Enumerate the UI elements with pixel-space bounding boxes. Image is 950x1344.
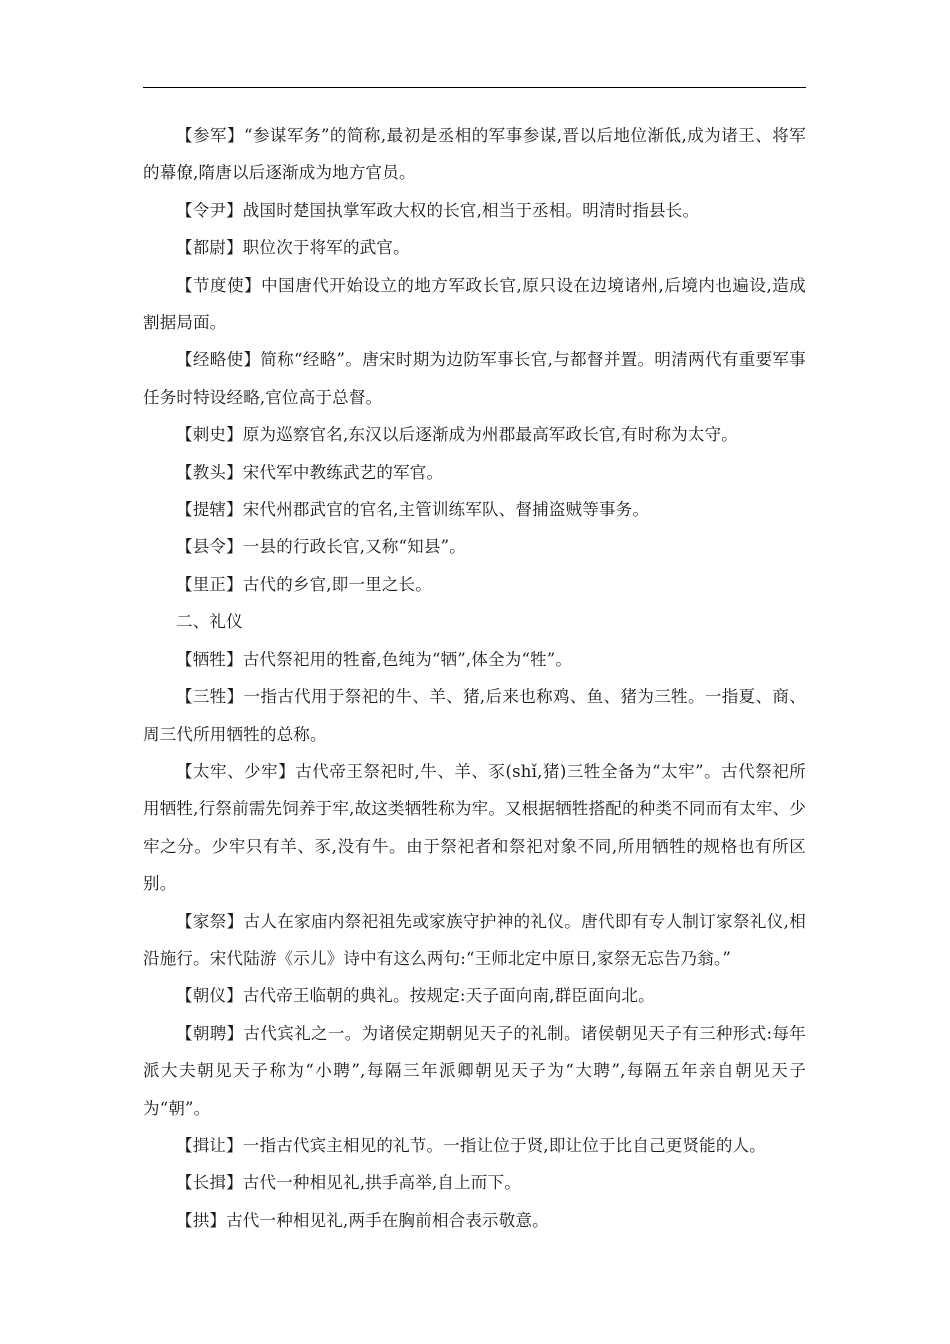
entry-xisheng: 【牺牲】古代祭祀用的牲畜,色纯为“牺”,体全为“牲”。 xyxy=(176,649,573,669)
entry-chaoyi: 【朝仪】古代帝王临朝的典礼。按规定:天子面向南,群臣面向北。 xyxy=(176,986,655,1006)
entry-tixia: 【提辖】宋代州郡武官的官名,主管训练军队、督捕盗贼等事务。 xyxy=(176,500,650,520)
document-body xyxy=(143,117,806,1239)
entry-tailao-shaolao: 【太牢、少牢】古代帝王祭祀时,牛、羊、豕(shǐ,猪)三牲全备为“太牢”。古代祭祀所用牺牲,行祭前需先饲养于牢,故这类牺牲称为牢。又根据牺牲搭配的种类不同而有太牢、少牢之分。少牢只有羊、豕,没有牛。由于祭祀者和祭祀对象不同,所用牺牲的规格也有所区别。 xyxy=(143,761,806,894)
entry-yirang: 【揖让】一指古代宾主相见的礼节。一指让位于贤,即让位于比自己更贤能的人。 xyxy=(176,1135,766,1155)
section-heading-liyi: 二、礼仪 xyxy=(176,612,243,632)
entry-changyi: 【长揖】古代一种相见礼,拱手高举,自上而下。 xyxy=(176,1173,521,1193)
entry-lingyin: 【令尹】战国时楚国执掌军政大权的长官,相当于丞相。明清时指县长。 xyxy=(176,200,700,220)
entry-jiedushi: 【节度使】中国唐代开始设立的地方军政长官,原只设在边境诸州,后境内也遍设,造成割据局面。 xyxy=(143,275,806,333)
header-rule xyxy=(143,87,806,88)
entry-chaopin: 【朝聘】古代宾礼之一。为诸侯定期朝见天子的礼制。诸侯朝见天子有三种形式:每年派大夫朝见天子称为“小聘”,每隔三年派卿朝见天子为“大聘”,每隔五年亲自朝见天子为“朝”。 xyxy=(143,1023,806,1118)
entry-gong: 【拱】古代一种相见礼,两手在胸前相合表示敬意。 xyxy=(176,1210,549,1230)
entry-jiaotou: 【教头】宋代军中教练武艺的军官。 xyxy=(176,462,444,482)
entry-cishi: 【刺史】原为巡察官名,东汉以后逐渐成为州郡最高军政长官,有时称为太守。 xyxy=(176,425,738,445)
entry-jinglueshi: 【经略使】简称“经略”。唐宋时期为边防军事长官,与都督并置。明清两代有重要军事任务时特设经略,官位高于总督。 xyxy=(143,350,806,407)
entry-duwei: 【都尉】职位次于将军的武官。 xyxy=(176,238,410,258)
entry-lizheng: 【里正】古代的乡官,即一里之长。 xyxy=(176,574,432,594)
entry-jiaji: 【家祭】古人在家庙内祭祀祖先或家族守护神的礼仪。唐代即有专人制订家祭礼仪,相沿施行。宋代陆游《示儿》诗中有这么两句:“王师北定中原日,家祭无忘告乃翁。” xyxy=(143,911,806,968)
entry-xianling: 【县令】一县的行政长官,又称“知县”。 xyxy=(176,537,466,557)
entry-sansheng: 【三牲】一指古代用于祭祀的牛、羊、猪,后来也称鸡、鱼、猪为三牲。一指夏、商、周三代所用牺牲的总称。 xyxy=(143,687,806,744)
entry-canjun: 【参军】“参谋军务”的简称,最初是丞相的军事参谋,晋以后地位渐低,成为诸王、将军的幕僚,隋唐以后逐渐成为地方官员。 xyxy=(143,126,806,183)
